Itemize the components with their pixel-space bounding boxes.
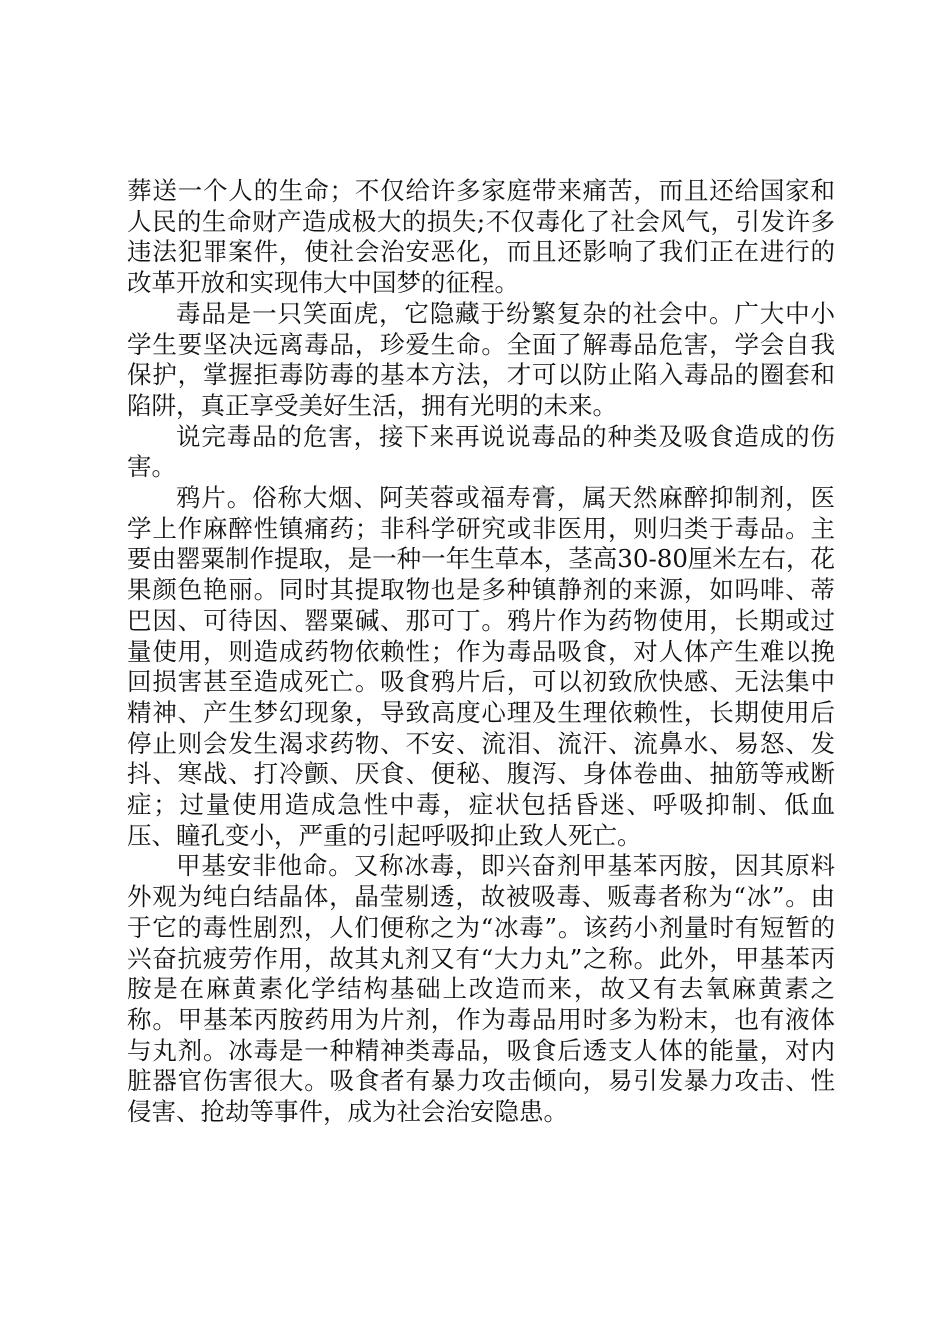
paragraph-continuation: 葬送一个人的生命；不仅给许多家庭带来痛苦，而且还给国家和人民的生命财产造成极大的损失;不仅毒化了社会风气，引发许多违法犯罪案件，使社会治安恶化，而且还影响了我们正在进行的改革开放和实现伟大中国梦的征程。: [127, 176, 835, 298]
document-body: [127, 176, 835, 1128]
paragraph-methamphetamine: 甲基安非他命。又称冰毒，即兴奋剂甲基苯丙胺，因其原料外观为纯白结晶体，晶莹剔透，故被吸毒、贩毒者称为“冰”。由于它的毒性剧烈，人们便称之为“冰毒”。该药小剂量时有短暂的兴奋抗疲劳作用，故其丸剂又有“大力丸”之称。此外，甲基苯丙胺是在麻黄素化学结构基础上改造而来，故又有去氧麻黄素之称。甲基苯丙胺药用为片剂，作为毒品用时多为粉末，也有液体与丸剂。冰毒是一种精神类毒品，吸食后透支人体的能量，对内脏器官伤害很大。吸食者有暴力攻击倾向，易引发暴力攻击、性侵害、抢劫等事件，成为社会治安隐患。: [127, 851, 835, 1127]
paragraph-transition: 说完毒品的危害，接下来再说说毒品的种类及吸食造成的伤害。: [127, 421, 835, 482]
paragraph-drug-threat: 毒品是一只笑面虎，它隐藏于纷繁复杂的社会中。广大中小学生要坚决远离毒品，珍爱生命。全面了解毒品危害，学会自我保护，掌握拒毒防毒的基本方法，才可以防止陷入毒品的圈套和陷阱，真正享受美好生活，拥有光明的未来。: [127, 298, 835, 420]
paragraph-opium: 鸦片。俗称大烟、阿芙蓉或福寿膏，属天然麻醉抑制剂，医学上作麻醉性镇痛药；非科学研究或非医用，则归类于毒品。主要由罂粟制作提取，是一种一年生草本，茎高30-80厘米左右，花果颜色艳丽。同时其提取物也是多种镇静剂的来源，如吗啡、蒂巴因、可待因、罂粟碱、那可丁。鸦片作为药物使用，长期或过量使用，则造成药物依赖性；作为毒品吸食，对人体产生难以挽回损害甚至造成死亡。吸食鸦片后，可以初致欣快感、无法集中精神、产生梦幻现象，导致高度心理及生理依赖性，长期使用后停止则会发生渴求药物、不安、流泪、流汗、流鼻水、易怒、发抖、寒战、打冷颤、厌食、便秘、腹泻、身体卷曲、抽筋等戒断症；过量使用造成急性中毒，症状包括昏迷、呼吸抑制、低血压、瞳孔变小，严重的引起呼吸抑止致人死亡。: [127, 483, 835, 850]
